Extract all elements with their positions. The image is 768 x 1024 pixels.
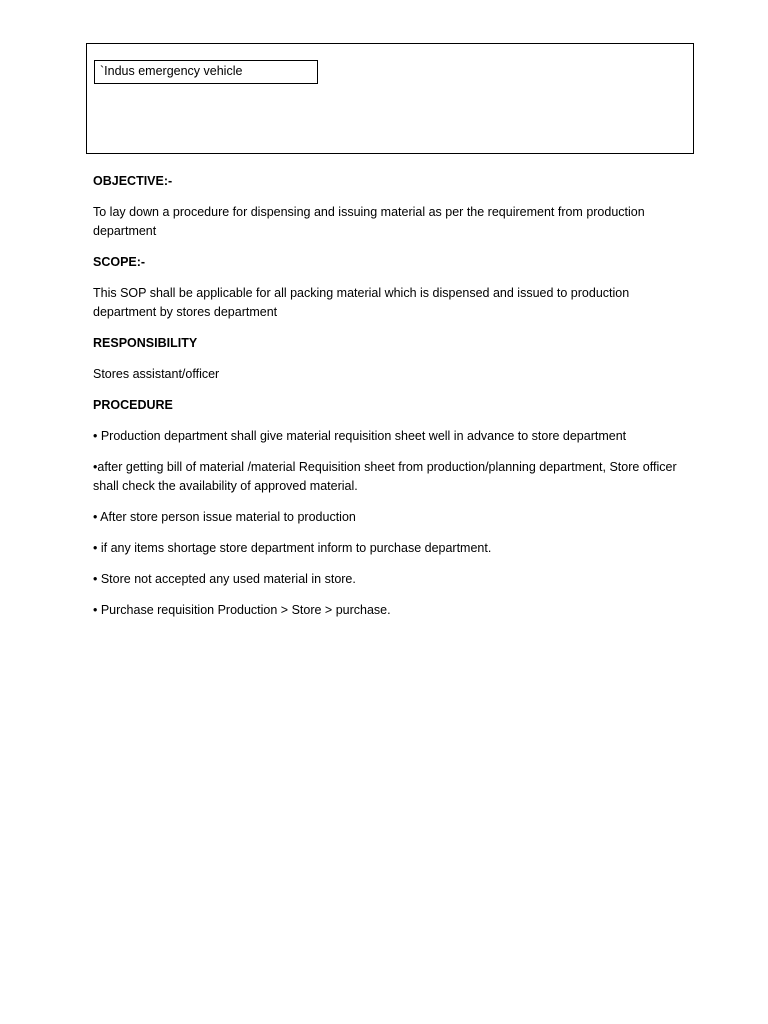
document-body (93, 172, 683, 632)
scope-heading: SCOPE:- (93, 255, 146, 269)
responsibility-heading: RESPONSIBILITY (93, 336, 198, 350)
procedure-item: • Production department shall give material requisition sheet well in advance to store department (93, 429, 627, 443)
header-box (86, 43, 694, 154)
responsibility-text: Stores assistant/officer (93, 367, 220, 381)
objective-text: To lay down a procedure for dispensing and issuing material as per the requirement from production department (93, 205, 645, 238)
objective-heading: OBJECTIVE:- (93, 174, 173, 188)
procedure-item: •after getting bill of material /material Requisition sheet from production/planning department, Store officer shall check the availability of approved material. (93, 460, 677, 493)
procedure-item: • Purchase requisition Production > Store > purchase. (93, 603, 391, 617)
document-title: `Indus emergency vehicle (94, 60, 318, 84)
procedure-heading: PROCEDURE (93, 398, 173, 412)
scope-text: This SOP shall be applicable for all packing material which is dispensed and issued to production department by stores department (93, 286, 630, 319)
procedure-item: • After store person issue material to production (93, 510, 356, 524)
procedure-item: • Store not accepted any used material in store. (93, 572, 356, 586)
procedure-item: • if any items shortage store department inform to purchase department. (93, 541, 492, 555)
